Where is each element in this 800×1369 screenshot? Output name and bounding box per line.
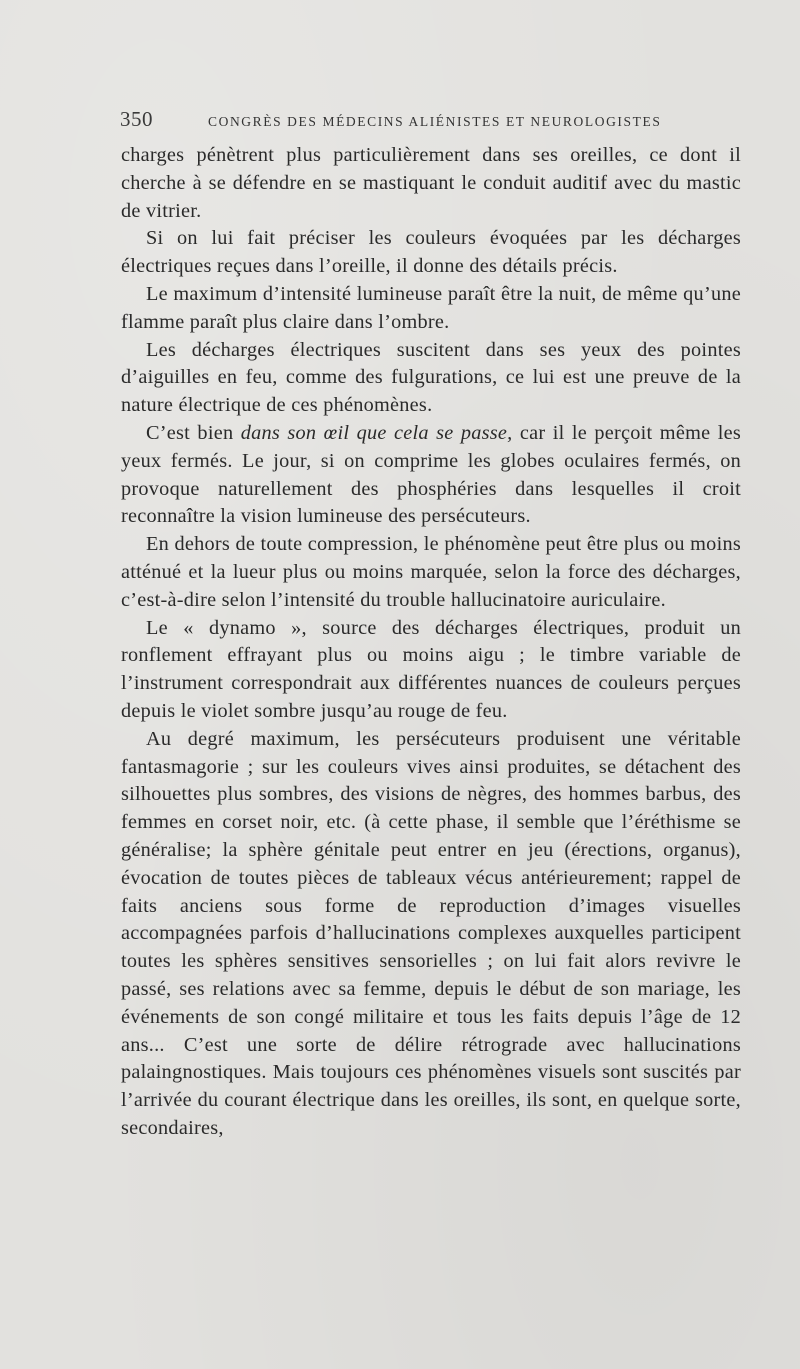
paragraph: En dehors de toute compression, le phénomène peut être plus ou moins atténué et la lueur plus ou moins marquée, selon la force des décharges, c’est-à-dire selon l’intensité du trouble hallucinatoire auriculaire. [121, 533, 741, 611]
paragraph-text: car il le perçoit même les yeux fermés. Le jour, si on comprime les globes oculaires fermés, on provoque naturellement des phosphéries dans lesquelles il croit reconnaître la vision lumineuse des persécuteurs. [121, 421, 741, 528]
paragraph: Si on lui fait préciser les couleurs évoquées par les décharges électriques reçues dans l’oreille, il donne des détails précis. [121, 227, 741, 278]
paragraph: Au degré maximum, les persécuteurs produisent une véritable fantasmagorie ; sur les couleurs vives ainsi produites, se détachent des silhouettes plus sombres, des visions de nègres, des hommes barbus, des femmes en corset noir, etc. (à cette phase, il semble que l’éréthisme se généralise; la sphère génitale peut entrer en jeu (érections, organus), évocation de toutes pièces de tableaux vécus antérieurement; rappel de faits anciens sous forme de reproduction d’images visuelles accompagnées parfois d’hallucinations complexes auxquelles participent toutes les sphères sensitives sensorielles ; on lui fait alors revivre le passé, ses relations avec sa femme, depuis le début de son mariage, les événements de son congé militaire et tous les faits depuis l’âge de 12 ans... C’est une sorte de délire rétrograde avec hallucinations palaingnostiques. Mais toujours ces phénomènes visuels sont suscités par l’arrivée du courant électrique dans les oreilles, ils sont, en quelque sorte, secondaires, [121, 727, 741, 1139]
paragraph: Le « dynamo », source des décharges électriques, produit un ronflement effrayant plus ou moins aigu ; le timbre variable de l’instrument correspondrait aux différentes nuances de couleurs perçues depuis le violet sombre jusqu’au rouge de feu. [121, 616, 741, 722]
body-text [121, 142, 741, 1143]
page-header [120, 107, 670, 137]
italic-phrase: dans son œil que cela se passe, [240, 421, 513, 444]
paragraph [121, 420, 741, 531]
page-number: 350 [120, 107, 153, 131]
paragraph-text: C’est bien [146, 421, 241, 444]
paragraph: Les décharges électriques suscitent dans ses yeux des pointes d’aiguilles en feu, comme des fulgurations, ce lui est une preuve de la nature électrique de ces phénomènes. [121, 338, 741, 417]
paragraph: Le maximum d’intensité lumineuse paraît être la nuit, de même qu’une flamme paraît plus claire dans l’ombre. [121, 282, 741, 333]
running-head: CONGRÈS DES MÉDECINS ALIÉNISTES ET NEUROLOGISTES [208, 114, 662, 129]
paragraph: charges pénètrent plus particulièrement dans ses oreilles, ce dont il cherche à se défendre en se mastiquant le conduit auditif avec du mastic de vitrier. [121, 144, 741, 222]
